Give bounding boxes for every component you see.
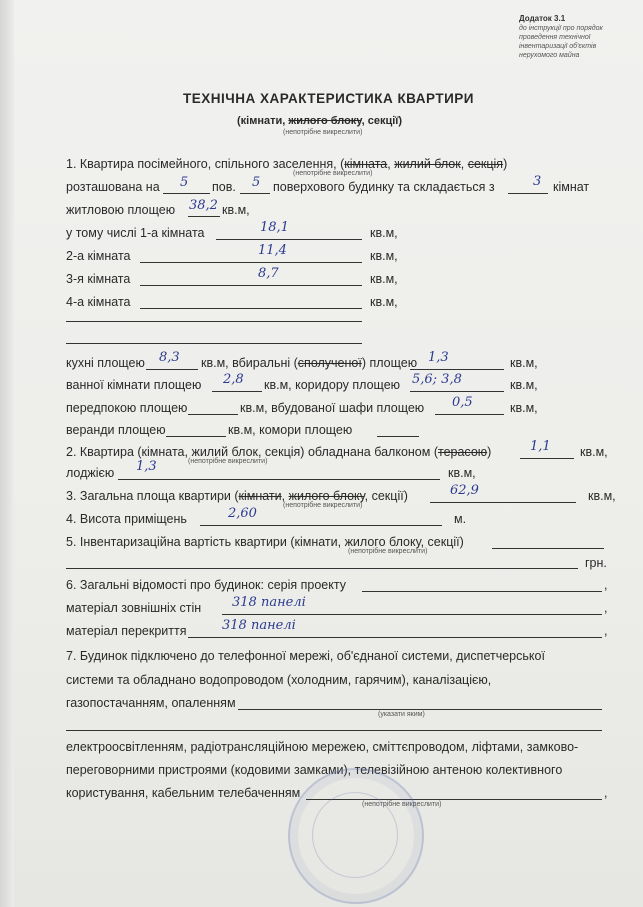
loggia-value: 1,3 [136, 459, 157, 474]
total-area-unit: кв.м, [588, 489, 616, 503]
stamp-inner-ring [312, 792, 398, 878]
walls-line [222, 614, 602, 615]
height-value: 2,60 [228, 506, 257, 521]
floor-label: пов. [212, 180, 236, 194]
room3-value: 8,7 [258, 266, 279, 281]
official-stamp [288, 768, 424, 904]
comma: , [604, 624, 608, 638]
located-on-label: розташована на [66, 180, 160, 194]
living-area-value: 38,2 [189, 198, 218, 213]
s7-line1: 7. Будинок підключено до телефонної мережі, об'єднаної системи, диспетчерської [66, 649, 545, 663]
wardrobe-unit: кв.м, [510, 401, 538, 415]
s2-hint: (непотрібне викреслити) [188, 458, 268, 465]
s2-text [66, 445, 491, 459]
living-unit: кв.м, [222, 203, 250, 217]
rooms-value: 3 [533, 174, 542, 189]
s3-struck: жилого блоку [288, 489, 365, 503]
s5-unit: грн. [585, 556, 607, 570]
s7-line4: електроосвітленням, радіотрансляційною мережею, сміттєпроводом, ліфтами, замково- [66, 740, 579, 754]
s5-hint: (непотрібне викреслити) [348, 548, 428, 555]
s1-sep: , [387, 157, 395, 171]
hall-line [188, 414, 238, 415]
storeys-line [240, 193, 270, 194]
subtitle-open: (кімнати, [237, 115, 289, 127]
comma: , [604, 601, 608, 615]
walls-label: матеріал зовнішніх стін [66, 601, 202, 615]
bath-line [212, 391, 262, 392]
height-unit: м. [454, 512, 467, 526]
document-title: ТЕХНІЧНА ХАРАКТЕРИСТИКА КВАРТИРИ [183, 91, 474, 106]
corridor-unit: кв.м, [510, 378, 538, 392]
appendix-line: нерухомого майна [519, 52, 580, 59]
s3-part: , [281, 489, 289, 503]
wc-value: 1,3 [428, 350, 449, 365]
blank-line [66, 321, 362, 322]
floor-value: 5 [180, 175, 189, 190]
appendix-line: до інструкції про порядок [519, 25, 603, 32]
s7-line3: газопостачанням, опаленням [66, 696, 236, 710]
s1-text: 1. Квартира посімейного, спільного заселення, ( [66, 157, 345, 171]
s2-struck: терасою [437, 445, 488, 459]
room4-unit: кв.м, [370, 295, 398, 309]
subtitle-second: секції [367, 115, 399, 127]
s5-text: 5. Інвентаризаційна вартість квартири (кімнати, жилого блоку, секції) [66, 535, 464, 549]
rooms-line [508, 193, 548, 194]
room2-unit: кв.м, [370, 249, 398, 263]
veranda-label: веранди площею [66, 423, 166, 437]
appendix-line: інвентаризації об'єктів [519, 43, 597, 50]
appendix-note [519, 14, 629, 60]
wc-text: кв.м, вбиральні ( [201, 356, 298, 370]
title-hint: (непотрібне викреслити) [283, 129, 363, 136]
s1-close: ) [503, 157, 508, 171]
s7-hint2: (непотрібне викреслити) [362, 801, 442, 808]
balcony-value: 1,1 [530, 439, 551, 454]
s7-line5: переговорними пристроями (кодовими замками), телевізійною антеною колективного [66, 763, 563, 777]
loggia-label: лоджією [66, 466, 115, 480]
s1-struck-section: секція [467, 157, 504, 171]
storeys-label: поверхового будинку та складається з [273, 180, 495, 194]
pantry-line [377, 436, 419, 437]
walls-value: 318 панелі [232, 595, 306, 610]
room3-line [140, 285, 362, 286]
corridor-label: кв.м, коридору площею [264, 378, 401, 392]
room4-line [140, 308, 362, 309]
blank-line [66, 343, 362, 344]
s7-blank-line [66, 730, 602, 731]
total-area-line [430, 502, 576, 503]
s1-hint: (непотрібне викреслити) [293, 170, 373, 177]
wardrobe-line [435, 414, 504, 415]
bath-label: ванної кімнати площею [66, 378, 202, 392]
wc-struck: сполученої [297, 356, 362, 370]
floors-label: матеріал перекриття [66, 624, 187, 638]
s3-part: 3. Загальна площа квартири ( [66, 489, 239, 503]
room1-label: у тому числі 1-а кімната [66, 226, 205, 240]
room2-value: 11,4 [258, 243, 287, 258]
wardrobe-label: кв.м, вбудованої шафи площею [240, 401, 425, 415]
document-subtitle [237, 114, 402, 128]
s7-line6: користування, кабельним телебаченням [66, 786, 301, 800]
s2-part: 2. Квартира (кімната, жилий блок, секція) обладнана балконом ( [66, 445, 438, 459]
room2-label: 2-а кімната [66, 249, 131, 263]
storeys-value: 5 [252, 175, 261, 190]
series-line [362, 591, 602, 592]
room1-value: 18,1 [260, 220, 289, 235]
loggia-unit: кв.м, [448, 466, 476, 480]
s1-line1 [66, 157, 507, 171]
s1-struck-block: жилий блок [394, 157, 461, 171]
bath-value: 2,8 [223, 372, 244, 387]
room3-unit: кв.м, [370, 272, 398, 286]
s3-part: секції [371, 489, 404, 503]
s1-sep: , [460, 157, 468, 171]
veranda-line [166, 436, 226, 437]
s3-part: , [364, 489, 372, 503]
s3-text [66, 489, 408, 503]
room2-line [140, 262, 362, 263]
pantry-label: кв.м, комори площею [228, 423, 353, 437]
corridor-line [410, 391, 504, 392]
room1-line [216, 239, 362, 240]
living-line [188, 216, 220, 217]
heating-line [238, 709, 602, 710]
comma: , [604, 786, 608, 800]
sheet-edge [0, 0, 14, 907]
floors-value: 318 панелі [222, 618, 296, 633]
rooms-label: кімнат [553, 180, 590, 194]
s7-hint1: (указати яким) [378, 711, 425, 718]
wc-unit: кв.м, [510, 356, 538, 370]
hall-label: передпокою площею [66, 401, 188, 415]
balcony-line [520, 458, 574, 459]
wc-label [201, 356, 417, 370]
height-line [200, 525, 442, 526]
s1-struck-room: кімната [344, 157, 388, 171]
wc-text: ) площею [361, 356, 418, 370]
loggia-line [118, 479, 440, 480]
room1-unit: кв.м, [370, 226, 398, 240]
s7-line2: системи та обладнано водопроводом (холодним, гарячим), каналізацією, [66, 673, 492, 687]
room3-label: 3-я кімната [66, 272, 131, 286]
kitchen-label: кухні площею [66, 356, 145, 370]
kitchen-line [146, 369, 198, 370]
subtitle-struck: жилого блоку [288, 115, 362, 127]
comma: , [604, 578, 608, 592]
height-label: 4. Висота приміщень [66, 512, 187, 526]
s3-part: ) [403, 489, 408, 503]
floor-line [163, 193, 210, 194]
kitchen-value: 8,3 [159, 350, 180, 365]
s5-line2 [66, 568, 578, 569]
living-area-label: житловою площею [66, 203, 176, 217]
appendix-title: Додаток 3.1 [519, 14, 566, 23]
balcony-unit: кв.м, [580, 445, 608, 459]
floors-line [188, 637, 602, 638]
s5-line [492, 548, 604, 549]
s3-hint: (непотрібне викреслити) [283, 502, 363, 509]
room4-label: 4-а кімната [66, 295, 131, 309]
s2-part: ) [487, 445, 492, 459]
wardrobe-value: 0,5 [452, 395, 473, 410]
s6-text: 6. Загальні відомості про будинок: серія проекту [66, 578, 346, 592]
wc-line [410, 369, 504, 370]
appendix-line: проведення технічної [519, 34, 591, 41]
corridor-value: 5,6; 3,8 [412, 372, 462, 387]
subtitle-close: ) [398, 115, 403, 127]
s3-struck: кімнати [238, 489, 282, 503]
subtitle-mid: , [361, 115, 368, 127]
total-area-value: 62,9 [450, 483, 479, 498]
